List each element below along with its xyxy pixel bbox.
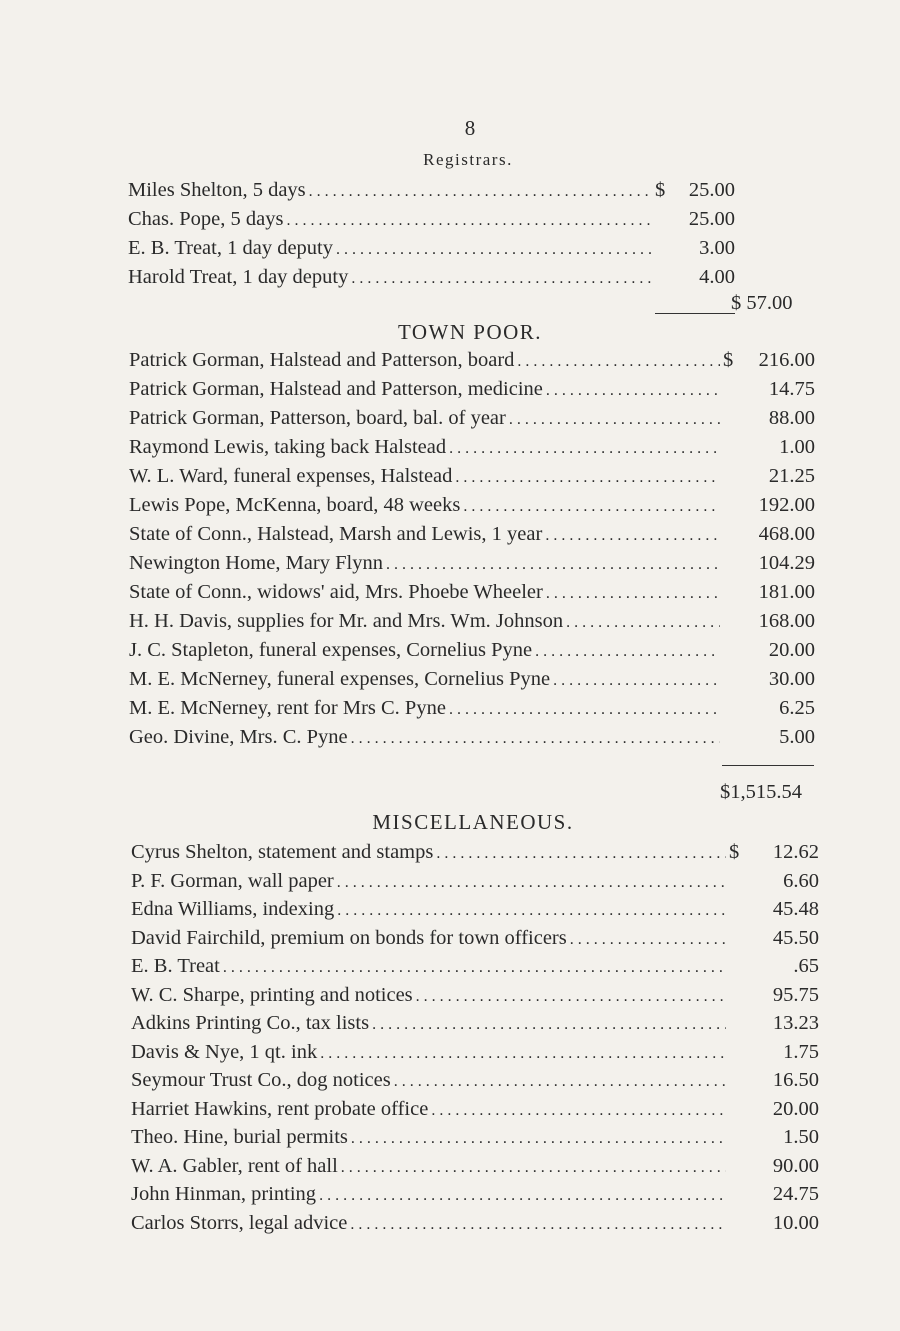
dot-leader: [309, 183, 652, 201]
entry-label: J. C. Stapleton, funeral expenses, Cornelius Pyne: [129, 639, 533, 661]
ledger-row: [131, 1012, 819, 1040]
ledger-row: [131, 870, 819, 898]
ledger-row: [131, 1041, 819, 1069]
entry-label: Harriet Hawkins, rent probate office: [131, 1097, 429, 1120]
entry-amount: 24.75: [772, 1183, 819, 1205]
dot-leader: [463, 498, 720, 516]
entry-label: Adkins Printing Co., tax lists: [131, 1012, 370, 1034]
entry-amount: 25.00: [688, 208, 735, 230]
entry-amount: 30.00: [768, 668, 815, 690]
ledger-row: [131, 1155, 819, 1183]
ledger-row: [131, 1069, 819, 1097]
ledger-row: [131, 898, 819, 926]
dot-leader: [449, 440, 720, 458]
entry-amount: 16.50: [772, 1069, 819, 1091]
ledger-row: [129, 581, 815, 609]
dot-leader: [517, 353, 720, 371]
entry-amount: 104.29: [758, 552, 815, 574]
entry-label: Harold Treat, 1 day deputy: [128, 266, 349, 288]
ledger-row: [129, 436, 815, 464]
ledger-row: [129, 465, 815, 493]
entry-amount: 25.00: [688, 179, 735, 201]
entry-label: Patrick Gorman, Patterson, board, bal. of year: [129, 407, 506, 429]
ledger-row: [131, 955, 819, 983]
dollar-sign: $: [729, 841, 740, 863]
entry-label: State of Conn., Halstead, Marsh and Lewis, 1 year: [129, 523, 543, 545]
entry-amount: 181.00: [758, 581, 815, 603]
ledger-row: [131, 984, 819, 1012]
entry-label: M. E. McNerney, funeral expenses, Cornelius Pyne: [129, 668, 551, 690]
entry-label: Edna Williams, indexing: [131, 898, 335, 920]
entry-amount: .65: [793, 955, 819, 977]
ledger-row: [128, 208, 735, 236]
entry-label: Miles Shelton, 5 days: [128, 179, 306, 201]
entry-label: Patrick Gorman, Halstead and Patterson, board: [129, 349, 515, 371]
entry-amount: 168.00: [758, 610, 815, 632]
entry-label: Theo. Hine, burial permits: [131, 1126, 348, 1148]
dot-leader: [386, 556, 720, 574]
entry-label: Newington Home, Mary Flynn: [129, 552, 383, 574]
dot-leader: [320, 1045, 726, 1063]
ledger-row: [129, 726, 815, 754]
dot-leader: [319, 1187, 726, 1205]
entry-amount: 90.00: [772, 1154, 819, 1177]
dot-leader: [546, 585, 720, 603]
dot-leader: [351, 730, 720, 748]
entry-amount: 1.75: [783, 1040, 819, 1063]
ledger-row: [129, 349, 815, 377]
dot-leader: [337, 902, 726, 920]
entry-amount: 45.50: [772, 926, 819, 949]
dot-leader: [535, 643, 720, 661]
entry-amount: 20.00: [772, 1097, 819, 1120]
ledger-row: [128, 237, 735, 265]
entry-amount: 88.00: [768, 407, 815, 429]
entry-label: P. F. Gorman, wall paper: [131, 869, 334, 892]
ledger-row: [129, 639, 815, 667]
ledger-row: [128, 179, 735, 207]
ledger-row: [129, 668, 815, 696]
ledger-row: [129, 523, 815, 551]
dot-leader: [351, 270, 652, 288]
entry-amount: 4.00: [699, 266, 735, 288]
ledger-row: [131, 1183, 819, 1211]
ledger-row: [131, 841, 819, 869]
dot-leader: [286, 212, 652, 230]
entry-label: E. B. Treat, 1 day deputy: [128, 237, 333, 259]
ledger-row: [129, 697, 815, 725]
dot-leader: [449, 701, 720, 719]
entry-label: State of Conn., widows' aid, Mrs. Phoebe Wheeler: [129, 581, 543, 603]
ledger-row: [129, 610, 815, 638]
entry-label: Davis & Nye, 1 qt. ink: [131, 1040, 318, 1063]
ledger-row: [131, 1098, 819, 1126]
ledger-row: [131, 1126, 819, 1154]
entry-label: Lewis Pope, McKenna, board, 48 weeks: [129, 494, 461, 516]
entry-amount: 1.50: [783, 1126, 819, 1148]
page-number: 8: [464, 116, 476, 140]
entry-amount: 45.48: [772, 898, 819, 920]
entry-label: Geo. Divine, Mrs. C. Pyne: [129, 726, 348, 748]
entry-amount: 20.00: [768, 639, 815, 661]
entry-label: E. B. Treat: [131, 955, 220, 977]
entry-amount: 192.00: [758, 494, 815, 516]
dot-leader: [455, 469, 720, 487]
entry-amount: 21.25: [768, 465, 815, 487]
entry-label: W. C. Sharpe, printing and notices: [131, 983, 413, 1006]
dot-leader: [566, 614, 720, 632]
dot-leader: [570, 931, 726, 949]
registrars-total: $ 57.00: [731, 292, 793, 314]
ledger-row: [131, 927, 819, 955]
entry-amount: 216.00: [758, 349, 815, 371]
section-heading-town-poor: TOWN POOR.: [397, 320, 543, 344]
ledger-row: [128, 266, 735, 294]
entry-amount: 468.00: [758, 523, 815, 545]
dot-leader: [341, 1159, 726, 1177]
dollar-sign: $: [723, 349, 734, 371]
section-heading-registrars: Registrars.: [423, 150, 513, 169]
dot-leader: [223, 959, 726, 977]
ledger-row: [129, 378, 815, 406]
entry-amount: 13.23: [772, 1012, 819, 1034]
entry-label: Cyrus Shelton, statement and stamps: [131, 841, 434, 863]
dot-leader: [553, 672, 720, 690]
ledger-row: [129, 494, 815, 522]
entry-label: Patrick Gorman, Halstead and Patterson, medicine: [129, 378, 543, 400]
ledger-row: [129, 407, 815, 435]
dot-leader: [436, 845, 726, 863]
entry-label: H. H. Davis, supplies for Mr. and Mrs. Wm. Johnson: [129, 610, 564, 632]
ledger-row: [131, 1212, 819, 1240]
entry-label: Chas. Pope, 5 days: [128, 208, 284, 230]
entry-amount: 95.75: [772, 983, 819, 1006]
dot-leader: [546, 382, 720, 400]
entry-amount: 6.25: [779, 697, 815, 719]
entry-amount: 5.00: [779, 726, 815, 748]
entry-label: M. E. McNerney, rent for Mrs C. Pyne: [129, 697, 446, 719]
entry-label: W. A. Gabler, rent of hall: [131, 1154, 338, 1177]
subtotal-rule: [655, 313, 735, 314]
dot-leader: [416, 988, 726, 1006]
entry-label: W. L. Ward, funeral expenses, Halstead: [129, 465, 453, 487]
entry-amount: 3.00: [699, 237, 735, 259]
entry-label: David Fairchild, premium on bonds for town officers: [131, 926, 567, 949]
dot-leader: [372, 1016, 726, 1034]
entry-amount: 1.00: [779, 436, 815, 458]
dot-leader: [336, 241, 652, 259]
entry-label: Seymour Trust Co., dog notices: [131, 1069, 391, 1091]
dot-leader: [545, 527, 720, 545]
entry-label: Raymond Lewis, taking back Halstead: [129, 436, 447, 458]
subtotal-rule: [722, 765, 814, 766]
dot-leader: [509, 411, 720, 429]
ledger-row: [129, 552, 815, 580]
entry-label: John Hinman, printing: [131, 1183, 317, 1205]
entry-amount: 12.62: [772, 841, 819, 863]
entry-label: Carlos Storrs, legal advice: [131, 1211, 348, 1234]
dot-leader: [431, 1102, 726, 1120]
entry-amount: 6.60: [783, 869, 819, 892]
dot-leader: [394, 1073, 726, 1091]
town-poor-total: $1,515.54: [720, 781, 802, 803]
section-heading-miscellaneous: MISCELLANEOUS.: [372, 810, 574, 834]
entry-amount: 10.00: [772, 1211, 819, 1234]
dot-leader: [337, 874, 726, 892]
dot-leader: [351, 1130, 726, 1148]
dollar-sign: $: [655, 179, 666, 201]
entry-amount: 14.75: [768, 378, 815, 400]
dot-leader: [350, 1216, 726, 1234]
